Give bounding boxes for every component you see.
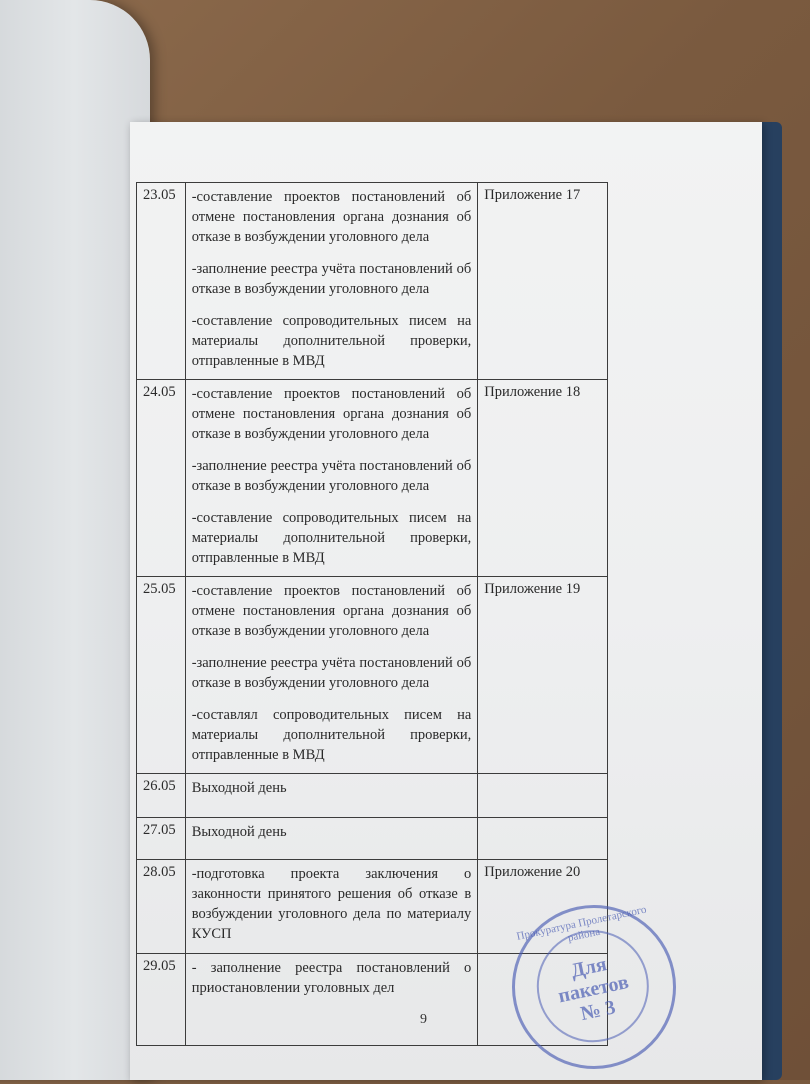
table-row xyxy=(137,380,608,577)
attachment-cell: Приложение 19 xyxy=(478,577,608,774)
date-cell: 24.05 xyxy=(137,380,186,577)
attachment-cell: Приложение 18 xyxy=(478,380,608,577)
task-cell xyxy=(185,860,478,954)
task-item: -заполнение реестра учёта постановлений об отказе в возбуждении уголовного дела xyxy=(191,458,472,494)
attachment-cell: Приложение 20 xyxy=(478,860,608,954)
table-row xyxy=(137,774,608,818)
task-item: -составление проектов постановлений об отмене постановления органа дознания об отказе в возбуждении уголовного дела xyxy=(191,583,472,639)
date-cell: 27.05 xyxy=(137,818,186,860)
task-item: Выходной день xyxy=(191,780,287,796)
task-item: Выходной день xyxy=(191,824,287,840)
date-cell: 25.05 xyxy=(137,577,186,774)
task-item: -заполнение реестра учёта постановлений об отказе в возбуждении уголовного дела xyxy=(191,655,472,691)
task-item: -составлял сопроводительных писем на материалы дополнительной проверки, отправленные в МВД xyxy=(191,707,472,763)
task-cell xyxy=(185,818,478,860)
page-number: 9 xyxy=(420,1012,427,1027)
attachment-cell: Приложение 17 xyxy=(478,183,608,380)
task-cell xyxy=(185,954,478,1046)
date-cell: 23.05 xyxy=(137,183,186,380)
task-cell xyxy=(185,380,478,577)
task-item: -составление сопроводительных писем на материалы дополнительной проверки, отправленные в МВД xyxy=(191,313,472,369)
date-cell: 26.05 xyxy=(137,774,186,818)
attachment-cell xyxy=(478,818,608,860)
left-page xyxy=(0,0,150,1080)
date-cell: 28.05 xyxy=(137,860,186,954)
task-item: -заполнение реестра учёта постановлений об отказе в возбуждении уголовного дела xyxy=(191,261,472,297)
attachment-cell xyxy=(478,774,608,818)
daily-log-table xyxy=(136,182,608,1046)
date-cell: 29.05 xyxy=(137,954,186,1046)
task-item: -составление проектов постановлений об отмене постановления органа дознания об отказе в возбуждении уголовного дела xyxy=(191,386,472,442)
task-cell xyxy=(185,577,478,774)
table-row xyxy=(137,577,608,774)
stamp-center-text: Для пакетов № 3 xyxy=(556,953,631,1026)
task-cell xyxy=(185,183,478,380)
task-cell xyxy=(185,774,478,818)
task-item: -подготовка проекта заключения о законности принятого решения об отказе в возбуждении уголовного дела по материалу КУСП xyxy=(191,866,472,942)
stamp-ring-text: Прокуратура Пролетарского района xyxy=(515,903,648,945)
task-item: - заполнение реестра постановлений о приостановлении уголовных дел xyxy=(191,960,472,996)
table-row xyxy=(137,183,608,380)
table-row xyxy=(137,818,608,860)
task-item: -составление сопроводительных писем на материалы дополнительной проверки, отправленные в МВД xyxy=(191,510,472,566)
task-item: -составление проектов постановлений об отмене постановления органа дознания об отказе в возбуждении уголовного дела xyxy=(191,189,472,245)
